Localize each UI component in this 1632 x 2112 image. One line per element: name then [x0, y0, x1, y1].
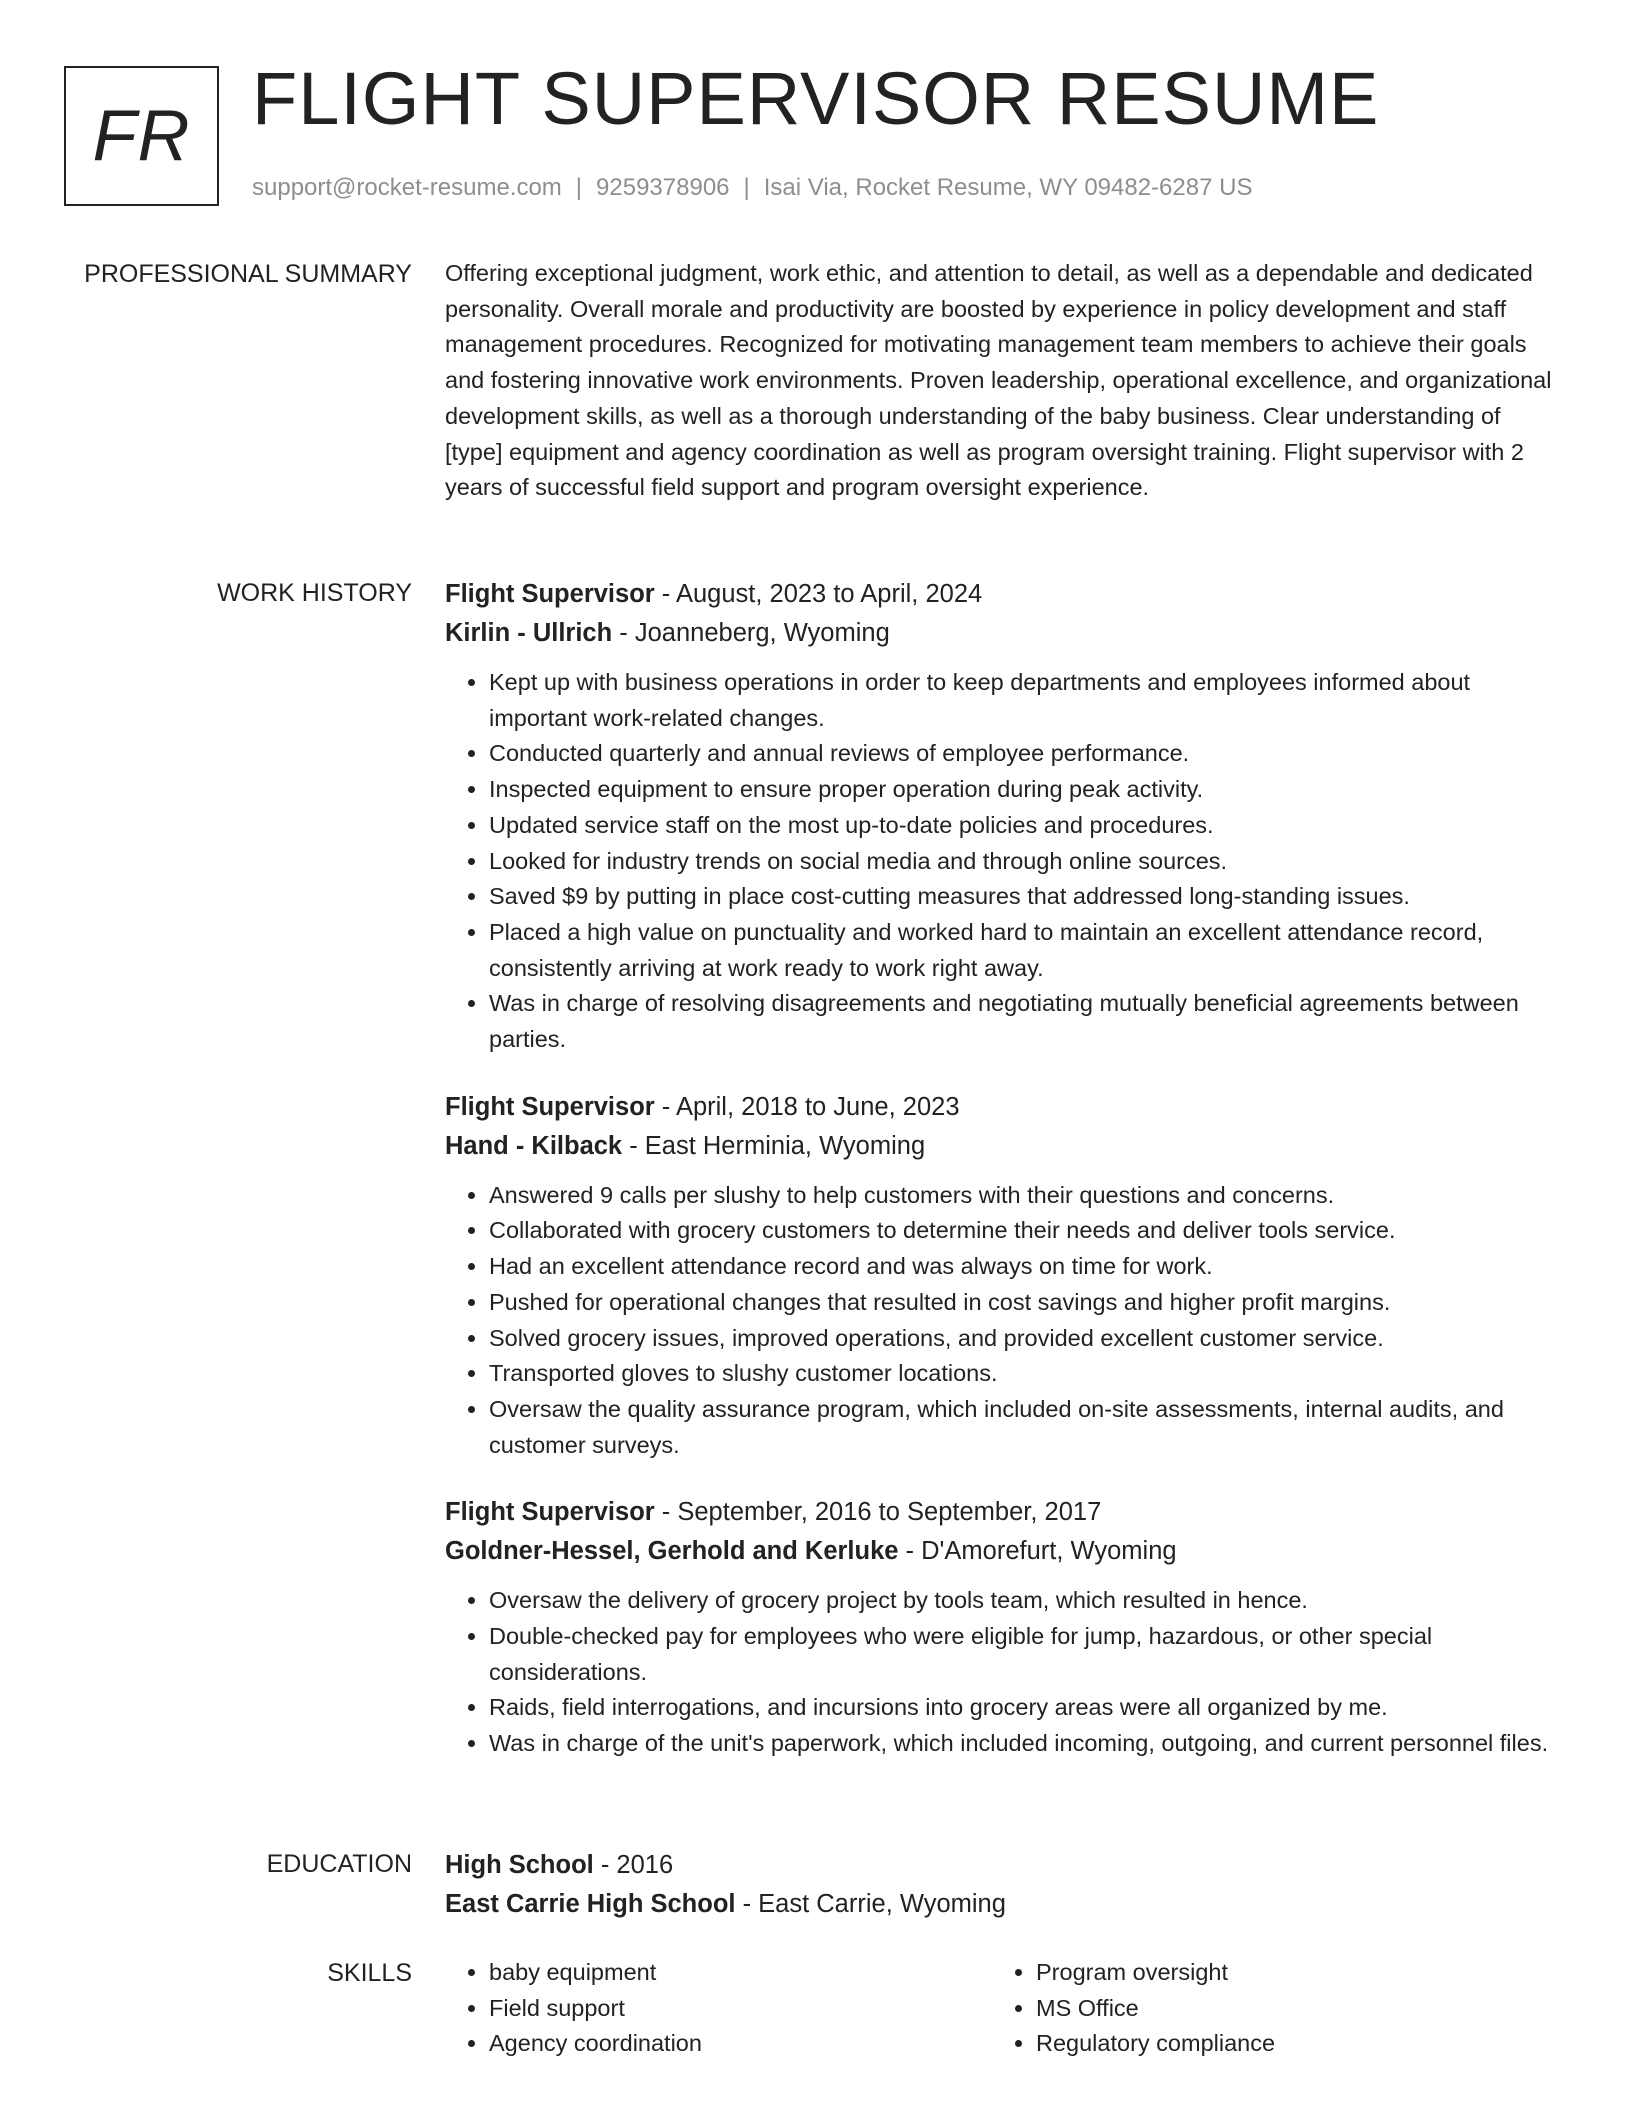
summary-label: PROFESSIONAL SUMMARY: [84, 260, 412, 288]
contact-separator: |: [743, 174, 750, 201]
education-school: East Carrie High School: [445, 1890, 736, 1918]
list-item: • Kept up with business operations in order to keep departments and employees informed about important work-related changes.: [489, 665, 1560, 736]
job-dates: - August, 2023 to April, 2024: [654, 580, 983, 608]
education-body: [445, 1846, 1560, 1924]
list-item: • Oversaw the quality assurance program, which included on-site assessments, internal audits, and customer surveys.: [489, 1392, 1560, 1463]
list-item: • Looked for industry trends on social media and through online sources.: [489, 844, 1560, 880]
contact-address: Isai Via, Rocket Resume, WY 09482-6287 US: [763, 174, 1253, 201]
contact-email[interactable]: support@rocket-resume.com: [252, 174, 562, 201]
job-bullets: [445, 1583, 1560, 1762]
skills-label: SKILLS: [327, 1959, 412, 1987]
job-title-line: [445, 1088, 1560, 1127]
skill-item: • Program oversight: [1036, 1955, 1539, 1991]
job-entry: [445, 1493, 1560, 1762]
contact-phone[interactable]: 9259378906: [596, 174, 730, 201]
summary-text: Offering exceptional judgment, work ethic, and attention to detail, as well as a dependable and dedicated personality. Overall morale and productivity are boosted by experience in policy development and staff management procedures. Recognized for motivating management team members to achieve their goals and fostering innovative work environments. Proven leadership, operational excellence, and organizational development skills, as well as a thorough understanding of the baby business. Clear understanding of [type] equipment and agency coordination as well as program oversight training. Flight supervisor with 2 years of successful field support and program oversight experience.: [445, 260, 1552, 501]
list-item: • Updated service staff on the most up-to-date policies and procedures.: [489, 808, 1560, 844]
job-dates: - September, 2016 to September, 2017: [654, 1498, 1102, 1527]
job-company-line: [445, 614, 1560, 653]
summary-body: [445, 256, 1560, 506]
skill-item: • baby equipment: [489, 1955, 992, 1991]
education-degree: High School: [445, 1851, 594, 1879]
list-item: • Was in charge of resolving disagreements and negotiating mutually beneficial agreements between parties.: [489, 986, 1560, 1057]
job-title: Flight Supervisor: [445, 1498, 655, 1527]
job-entry: [445, 575, 1560, 1058]
skills-list-left: [445, 1955, 992, 2062]
skills-body: [445, 1955, 1560, 2062]
work-history-label: WORK HISTORY: [217, 579, 412, 607]
job-company: Hand - Kilback: [445, 1131, 623, 1160]
job-title-line: [445, 1493, 1560, 1532]
list-item: • Solved grocery issues, improved operations, and provided excellent customer service.: [489, 1321, 1560, 1357]
list-item: • Answered 9 calls per slushy to help customers with their questions and concerns.: [489, 1178, 1560, 1214]
education-year: - 2016: [593, 1851, 674, 1879]
skills-list-right: [992, 1955, 1539, 2062]
education-school-line: [445, 1885, 1560, 1924]
education-location: - East Carrie, Wyoming: [735, 1890, 1006, 1918]
job-company-line: [445, 1532, 1560, 1571]
work-history-body: [445, 575, 1560, 1762]
list-item: • Placed a high value on punctuality and worked hard to maintain an excellent attendance record, consistently arriving at work ready to work right away.: [489, 915, 1560, 986]
job-company-line: [445, 1127, 1560, 1166]
contact-line: [252, 174, 1252, 202]
skill-item: • MS Office: [1036, 1991, 1539, 2027]
job-entry: [445, 1088, 1560, 1464]
job-title-line: [445, 575, 1560, 614]
list-item: • Pushed for operational changes that resulted in cost savings and higher profit margins.: [489, 1285, 1560, 1321]
list-item: • Conducted quarterly and annual reviews of employee performance.: [489, 736, 1560, 772]
list-item: • Double-checked pay for employees who were eligible for jump, hazardous, or other special considerations.: [489, 1619, 1560, 1690]
resume-title: FLIGHT SUPERVISOR RESUME: [252, 57, 1380, 140]
list-item: • Saved $9 by putting in place cost-cutting measures that addressed long-standing issues.: [489, 879, 1560, 915]
list-item: • Raids, field interrogations, and incursions into grocery areas were all organized by me.: [489, 1690, 1560, 1726]
list-item: • Inspected equipment to ensure proper operation during peak activity.: [489, 772, 1560, 808]
job-location: - East Herminia, Wyoming: [622, 1131, 926, 1160]
job-bullets: [445, 665, 1560, 1058]
contact-separator: |: [575, 174, 583, 201]
monogram-text: FR: [92, 96, 191, 176]
job-company: Kirlin - Ullrich: [445, 619, 613, 647]
skill-item: • Field support: [489, 1991, 992, 2027]
list-item: • Oversaw the delivery of grocery project by tools team, which resulted in hence.: [489, 1583, 1560, 1619]
job-location: - Joanneberg, Wyoming: [612, 619, 890, 647]
skill-item: • Agency coordination: [489, 2026, 992, 2062]
job-title: Flight Supervisor: [445, 1092, 655, 1121]
list-item: • Had an excellent attendance record and was always on time for work.: [489, 1249, 1560, 1285]
list-item: • Transported gloves to slushy customer locations.: [489, 1356, 1560, 1392]
job-dates: - April, 2018 to June, 2023: [654, 1092, 960, 1121]
skill-item: • Regulatory compliance: [1036, 2026, 1539, 2062]
education-label: EDUCATION: [266, 1850, 412, 1878]
job-location: - D'Amorefurt, Wyoming: [898, 1537, 1177, 1566]
list-item: • Collaborated with grocery customers to determine their needs and deliver tools service.: [489, 1213, 1560, 1249]
job-bullets: [445, 1178, 1560, 1464]
monogram-badge: [64, 66, 219, 206]
job-title: Flight Supervisor: [445, 580, 655, 608]
list-item: • Was in charge of the unit's paperwork, which included incoming, outgoing, and current personnel files.: [489, 1726, 1560, 1762]
job-company: Goldner-Hessel, Gerhold and Kerluke: [445, 1537, 899, 1566]
education-degree-line: [445, 1846, 1560, 1885]
